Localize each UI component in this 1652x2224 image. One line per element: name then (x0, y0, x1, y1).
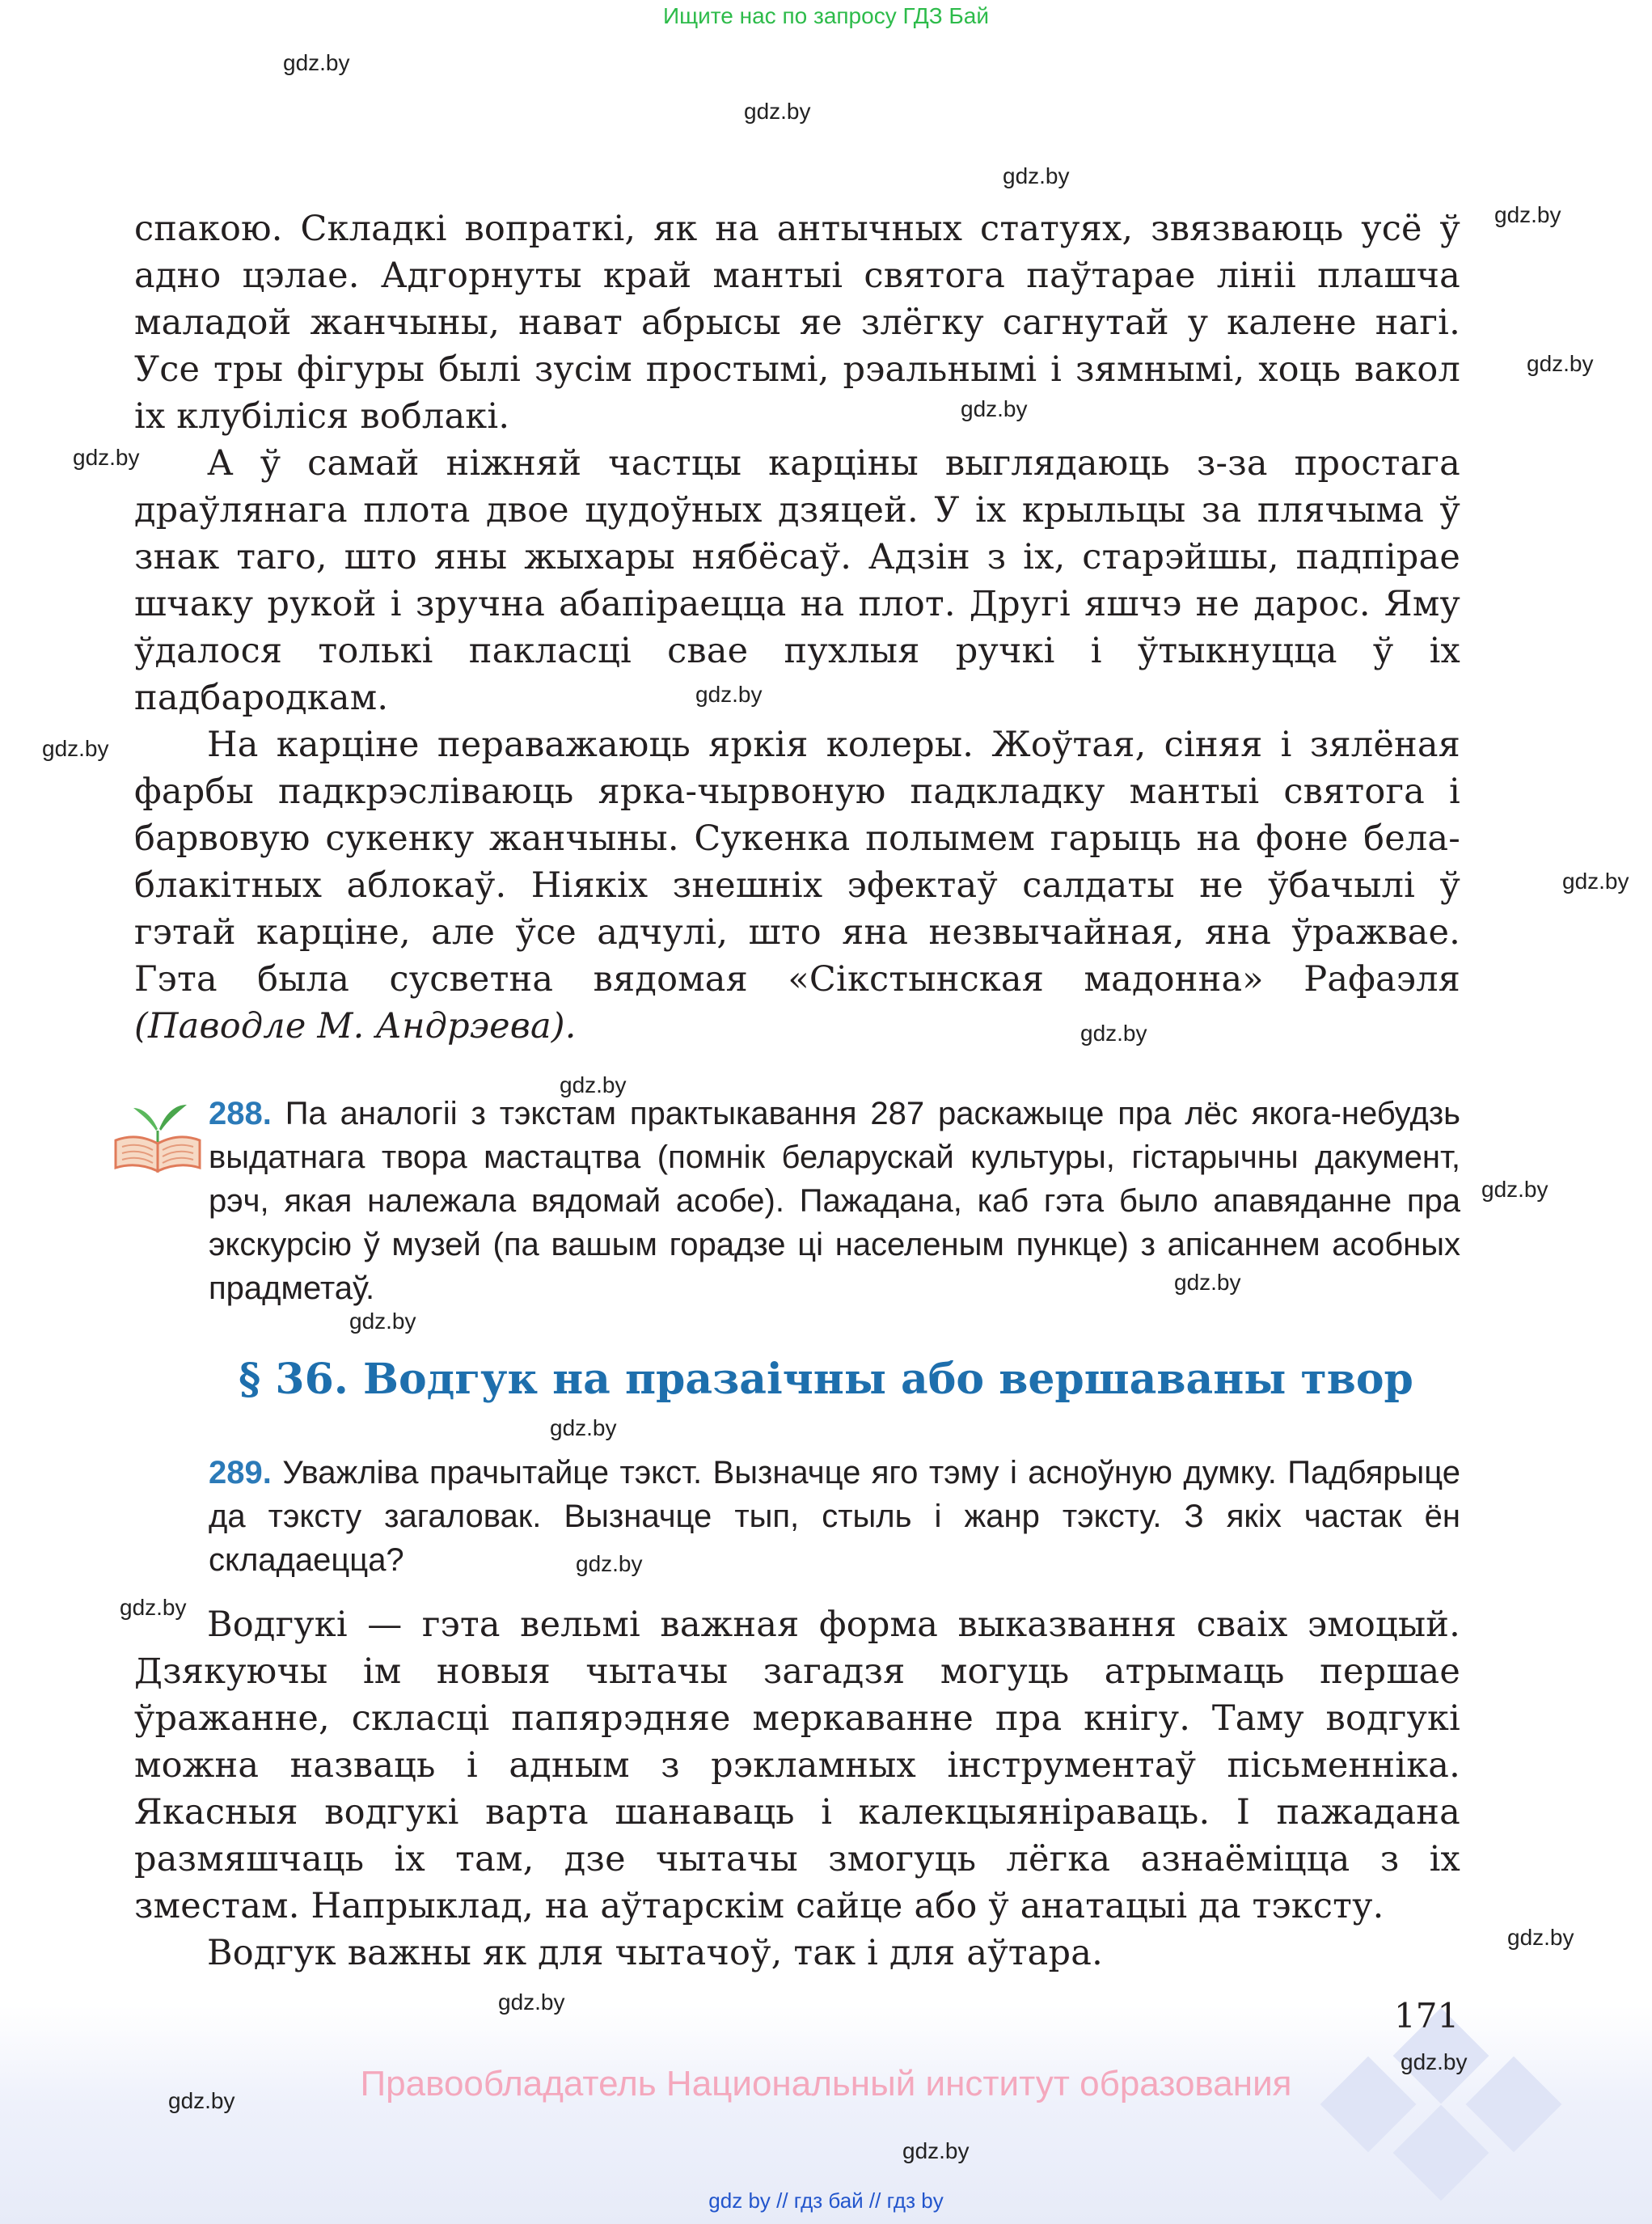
watermark: gdz.by (1527, 351, 1594, 376)
watermark: gdz.by (1481, 1177, 1548, 1202)
watermark: gdz.by (560, 1072, 627, 1097)
paragraph: Водгук важны як для чытачоў, так і для аўтара. (207, 1933, 1103, 1973)
watermark: gdz.by (73, 445, 140, 470)
task-number: 288. (209, 1096, 272, 1131)
watermark: gdz.by (283, 50, 350, 75)
rights-holder-watermark: Правообладатель Национальный институт образования (360, 2064, 1292, 2103)
watermark: gdz.by (1003, 163, 1070, 188)
watermark: gdz.by (1174, 1270, 1241, 1295)
paragraph: А ў самай ніжняй частцы карціны выглядаюць з-за простага драўлянага плота двое цудоўных дзяцей. У іх крыльцы за плячыма ў знак таго, што яны жыхары нябёсаў. Адзін з іх, старэйшы, падпірае шчаку рукой і зручна абапіраецца на плот. Другі яшчэ не дарос. Яму ўдалося толькі пакласці свае пухлыя ручкі і ўтыкнуцца ў іх падбародкам. (134, 443, 1460, 718)
task-text: Па аналогіі з тэкстам практыкавання 287 раскажыце пра лёс якога-небудзь выдатнага твора мастацтва (помнік беларускай культуры, гістарычны дакумент, рэч, якая належала вядомай асобе). Пажадана, каб гэта было апавяданне пра экскурсію ў музей (па вашым горадзе ці населеным пункце) з апісаннем асобных прадметаў. (209, 1096, 1460, 1306)
watermark: gdz.by (498, 1989, 565, 2015)
watermark: gdz.by (42, 736, 109, 761)
watermark: gdz.by (349, 1309, 416, 1334)
watermark: gdz.by (576, 1551, 643, 1576)
main-text-bottom (134, 1601, 1460, 1977)
watermark: gdz.by (168, 2088, 235, 2113)
source-note: (Паводле М. Андрэева). (134, 1006, 577, 1046)
search-banner[interactable]: Ищите нас по запросу ГДЗ Бай (662, 3, 990, 28)
task-288 (209, 1092, 1460, 1310)
watermark: gdz.by (1494, 202, 1561, 227)
bottom-links[interactable]: gdz by // гдз бай // гдз by (708, 2188, 944, 2213)
watermark: gdz.by (695, 682, 763, 707)
watermark: gdz.by (550, 1415, 617, 1440)
main-text-top (134, 205, 1460, 1050)
page-number: 171 (1394, 1996, 1460, 2036)
task-text: Уважліва прачытайце тэкст. Вызначце яго тэму і асноўную думку. Падбярыце да тэксту загаловак. Вызначце тып, стыль і жанр тэксту. З якіх частак ён складаецца? (209, 1455, 1460, 1578)
paragraph: Водгукі — гэта вельмі важная форма выказвання сваіх эмоцый. Дзякуючы ім новыя чытачы загадзя могуць атрымаць першае ўражанне, скласці папярэдняе меркаванне пра кнігу. Таму водгукі можна назваць і адным з рэкламных інструментаў пісьменніка. Якасныя водгукі варта шанаваць і калекцыяніраваць. І пажадана размяшчаць іх там, дзе чытачы змогуць лёгка азнаёміцца з іх зместам. Напрыклад, на аўтарскім сайце або ў анатацыі да тэксту. (134, 1605, 1460, 1926)
open-book-sprout-icon (109, 1090, 206, 1179)
paragraph: спакою. Складкі вопраткі, як на антычных статуях, звязваюць усё ў адно цэлае. Адгорнуты край мантыі святога паўтарае лініі плашча маладой жанчыны, нават абрысы яе злёгку сагнутай у калене нагі. Усе тры фігуры былі зусім простымі, рэальнымі і зямнымі, хоць вакол іх клубіліся воблакі. (134, 209, 1460, 437)
watermark: gdz.by (902, 2138, 970, 2163)
watermark: gdz.by (961, 396, 1028, 421)
watermark: gdz.by (120, 1595, 187, 1620)
section-title: § 36. Водгук на празаічны або вершаваны твор (239, 1355, 1413, 1404)
watermark: gdz.by (1080, 1021, 1147, 1046)
paragraph-text: На карціне пераважаюць яркія колеры. Жоўтая, сіняя і зялёная фарбы падкрэсліваюць ярка-чырвоную падкладку мантыі святога і барвовую сукенку жанчыны. Сукенка полымем гарыць на фоне бела-блакітных аблокаў. Ніякіх знешніх эфектаў салдаты не ўбачылі ў гэтай карціне, але ўсе адчулі, што яна незвычайная, яна ўражвае. Гэта была сусветна вядомая «Сікстынская мадонна» Рафаэля (134, 725, 1460, 1000)
watermark: gdz.by (744, 99, 811, 124)
task-289 (209, 1451, 1460, 1582)
watermark: gdz.by (1562, 869, 1629, 894)
watermark: gdz.by (1401, 2049, 1468, 2074)
task-number: 289. (209, 1455, 272, 1490)
watermark: gdz.by (1507, 1925, 1574, 1950)
paragraph (134, 721, 1460, 1050)
